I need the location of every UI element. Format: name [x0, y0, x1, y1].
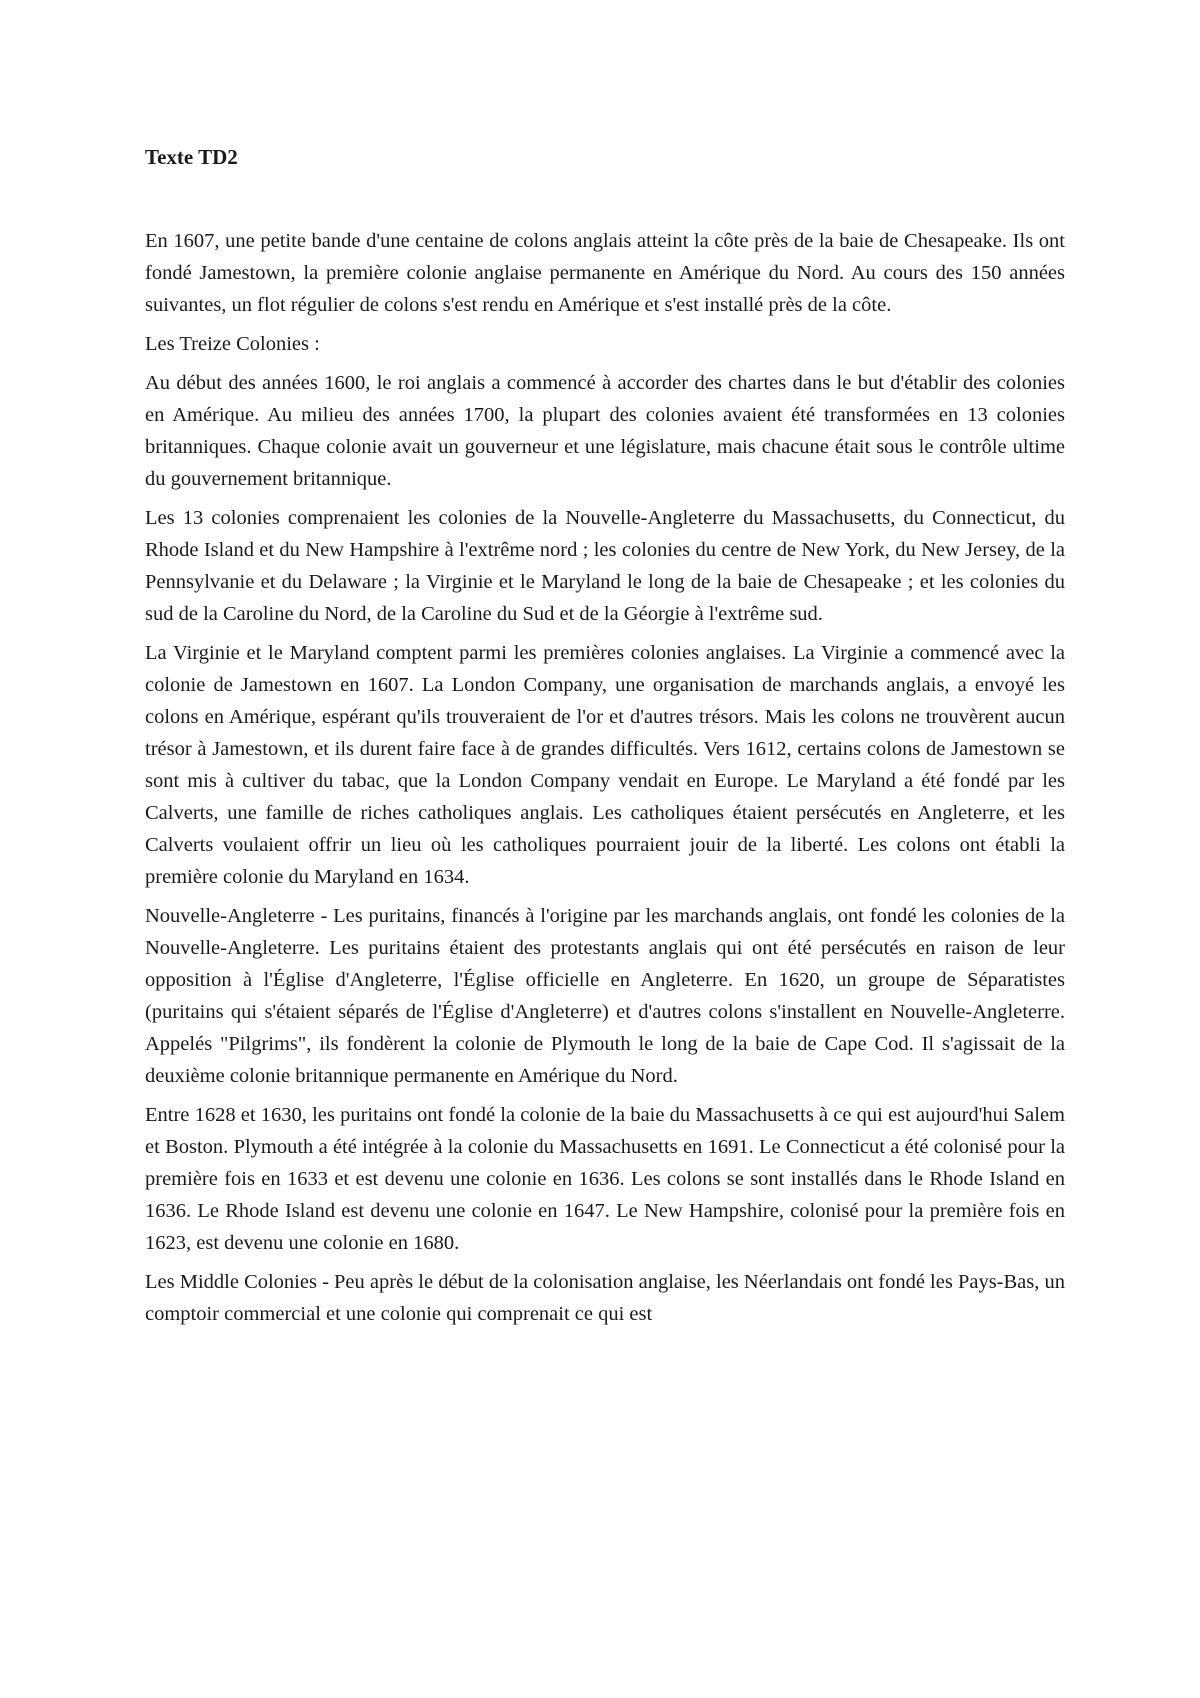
document-title: Texte TD2 [145, 145, 238, 169]
paragraph-heading-treize-colonies: Les Treize Colonies : [145, 333, 320, 355]
paragraph-massachusetts: Entre 1628 et 1630, les puritains ont fondé la colonie de la baie du Massachusetts à ce qui est aujourd'hui Salem et Boston. Plymouth a été intégrée à la colonie du Massachusetts en 1691. Le Connecticut a été colonisé pour la première fois en 1633 et est devenu une colonie en 1636. Les colons se sont installés dans le Rhode Island en 1636. Le Rhode Island est devenu une colonie en 1647. Le New Hampshire, colonisé pour la première fois en 1623, est devenu une colonie en 1680. [145, 1104, 1065, 1254]
paragraph-13-colonies: Les 13 colonies comprenaient les colonies de la Nouvelle-Angleterre du Massachusetts, du Connecticut, du Rhode Island et du New Hampshire à l'extrême nord ; les colonies du centre de New York, du New Jersey, de la Pennsylvanie et du Delaware ; la Virginie et le Maryland le long de la baie de Chesapeake ; et les colonies du sud de la Caroline du Nord, de la Caroline du Sud et de la Géorgie à l'extrême sud. [145, 507, 1065, 625]
paragraph-middle-colonies: Les Middle Colonies - Peu après le début de la colonisation anglaise, les Néerlandais ont fondé les Pays-Bas, un comptoir commercial et une colonie qui comprenait ce qui est [145, 1271, 1065, 1325]
paragraph-nouvelle-angleterre: Nouvelle-Angleterre - Les puritains, financés à l'origine par les marchands anglais, ont fondé les colonies de la Nouvelle-Angleterre. Les puritains étaient des protestants anglais qui ont été persécutés en raison de leur opposition à l'Église d'Angleterre, l'Église officielle en Angleterre. En 1620, un groupe de Séparatistes (puritains qui s'étaient séparés de l'Église d'Angleterre) et d'autres colons s'installent en Nouvelle-Angleterre. Appelés "Pilgrims", ils fondèrent la colonie de Plymouth le long de la baie de Cape Cod. Il s'agissait de la deuxième colonie britannique permanente en Amérique du Nord. [145, 905, 1065, 1087]
paragraph-intro: En 1607, une petite bande d'une centaine de colons anglais atteint la côte près de la baie de Chesapeake. Ils ont fondé Jamestown, la première colonie anglaise permanente en Amérique du Nord. Au cours des 150 années suivantes, un flot régulier de colons s'est rendu en Amérique et s'est installé près de la côte. [145, 230, 1065, 316]
paragraph-chartes: Au début des années 1600, le roi anglais a commencé à accorder des chartes dans le but d'établir des colonies en Amérique. Au milieu des années 1700, la plupart des colonies avaient été transformées en 13 colonies britanniques. Chaque colonie avait un gouverneur et une législature, mais chacune était sous le contrôle ultime du gouvernement britannique. [145, 372, 1065, 490]
paragraph-virginie-maryland: La Virginie et le Maryland comptent parmi les premières colonies anglaises. La Virginie a commencé avec la colonie de Jamestown en 1607. La London Company, une organisation de marchands anglais, a envoyé les colons en Amérique, espérant qu'ils trouveraient de l'or et d'autres trésors. Mais les colons ne trouvèrent aucun trésor à Jamestown, et ils durent faire face à de grandes difficultés. Vers 1612, certains colons de Jamestown se sont mis à cultiver du tabac, que la London Company vendait en Europe. Le Maryland a été fondé par les Calverts, une famille de riches catholiques anglais. Les catholiques étaient persécutés en Angleterre, et les Calverts voulaient offrir un lieu où les catholiques pourraient jouir de la liberté. Les colons ont établi la première colonie du Maryland en 1634. [145, 642, 1065, 888]
document-body [145, 143, 1065, 1330]
